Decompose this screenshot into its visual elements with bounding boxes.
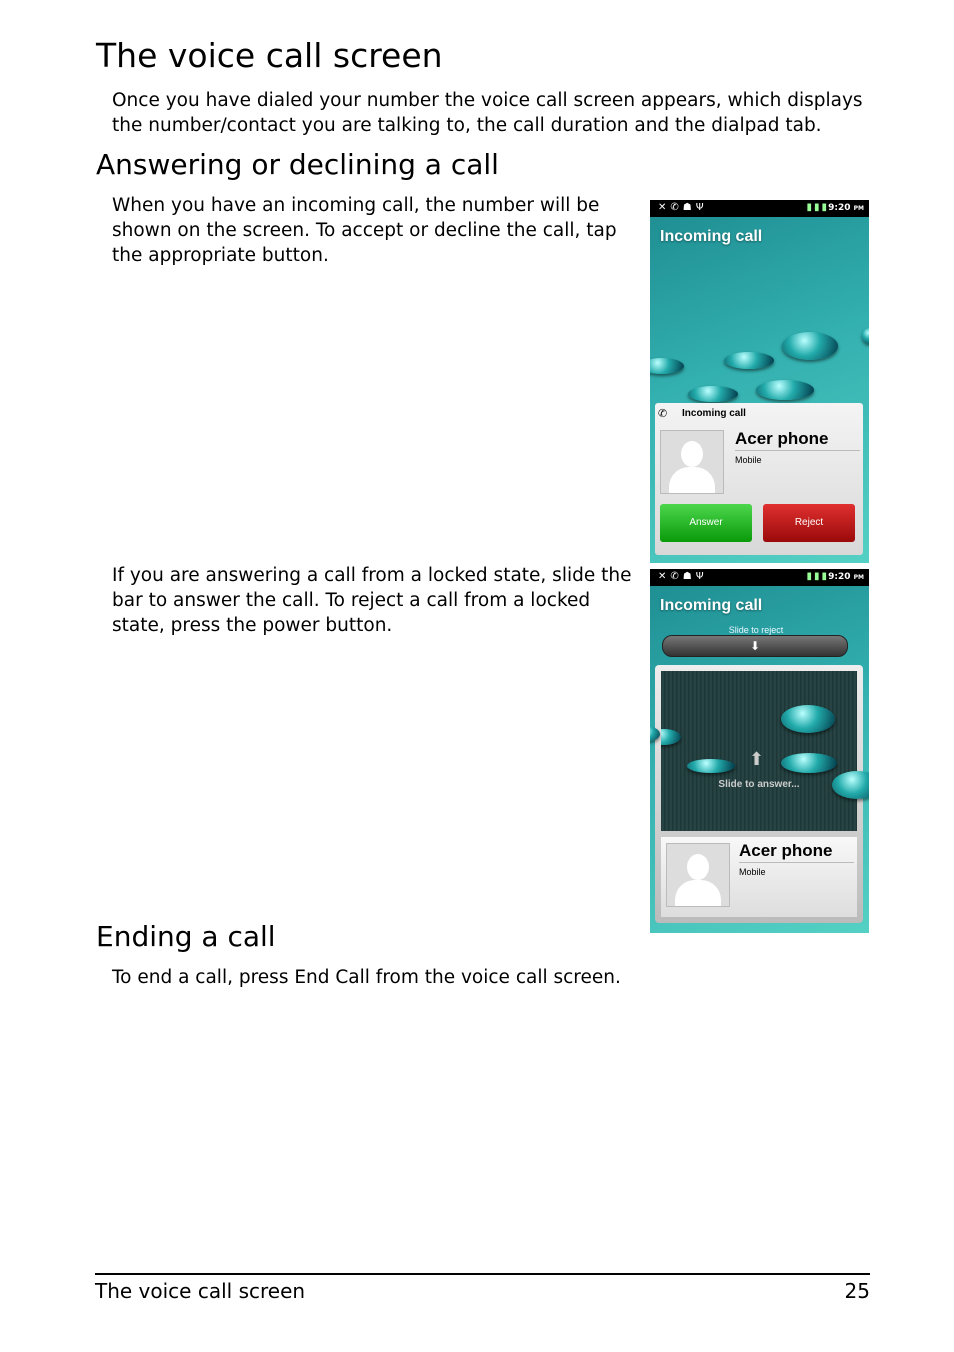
- incoming-call-screenshot: [650, 200, 869, 563]
- incoming-call-title: Incoming call: [660, 228, 763, 245]
- notification-icons: ✕✆☗Ψ: [658, 202, 708, 213]
- contact-avatar: [660, 430, 724, 494]
- notification-icons: ✕✆☗Ψ: [658, 571, 708, 582]
- signal-icon: ▮▮▮: [806, 202, 829, 213]
- footer-divider: [95, 1273, 870, 1275]
- water-drop: [661, 729, 681, 745]
- status-bar: [650, 200, 869, 217]
- lock-screen-panel: [655, 665, 863, 923]
- status-time: 9:20 PM: [828, 203, 864, 213]
- water-drop: [650, 358, 684, 374]
- divider: [735, 450, 860, 451]
- arrow-down-icon[interactable]: ⬇: [749, 639, 761, 653]
- locked-state-paragraph: If you are answering a call from a locked state, slide the bar to answer the call. To reject a call from a locked state, press the power button.: [112, 565, 632, 636]
- incoming-call-card: [655, 403, 863, 555]
- page-title: The voice call screen: [96, 36, 443, 75]
- contact-type: Mobile: [739, 867, 766, 877]
- contact-avatar: [666, 843, 730, 907]
- end-call-term: End Call: [294, 967, 370, 988]
- intro-paragraph: Once you have dialed your number the voice call screen appears, which displays the number/contact you are talking to, the call duration and the dialpad tab.: [112, 90, 863, 136]
- footer-section-title: The voice call screen: [95, 1279, 306, 1303]
- arrow-up-icon: ⬆: [749, 749, 765, 770]
- water-drop: [781, 753, 837, 773]
- contact-type: Mobile: [735, 455, 762, 465]
- water-drop: [724, 352, 774, 369]
- answer-button[interactable]: Answer: [660, 504, 752, 542]
- water-drop: [782, 332, 838, 360]
- section-heading-answering: Answering or declining a call: [96, 148, 499, 181]
- answering-paragraph: When you have an incoming call, the number will be shown on the screen. To accept or decline the call, tap the appropriate button.: [112, 195, 617, 266]
- water-drop: [688, 386, 738, 402]
- water-drop: [862, 328, 869, 344]
- reject-button[interactable]: Reject: [763, 504, 855, 542]
- divider: [739, 862, 854, 863]
- card-header: Incoming call: [682, 408, 746, 419]
- incoming-call-title: Incoming call: [660, 597, 763, 614]
- slide-to-answer-label: Slide to answer...: [718, 779, 800, 790]
- section-heading-ending: Ending a call: [96, 920, 276, 953]
- ending-paragraph: To end a call, press End Call from the voice call screen.: [112, 967, 621, 988]
- status-time: 9:20 PM: [828, 572, 864, 582]
- page-number: 25: [844, 1279, 870, 1303]
- slide-to-reject-label: Slide to reject: [728, 625, 784, 635]
- locked-incoming-call-screenshot: [650, 569, 869, 933]
- status-bar: [650, 569, 869, 586]
- slide-to-answer-area[interactable]: [661, 671, 857, 831]
- water-drop: [756, 380, 814, 400]
- contact-name: Acer phone: [735, 429, 829, 448]
- phone-icon: ✆: [658, 407, 668, 420]
- water-drop: [687, 759, 735, 773]
- slide-to-reject-bar[interactable]: [662, 635, 848, 657]
- signal-icon: ▮▮▮: [806, 571, 829, 582]
- contact-name: Acer phone: [739, 841, 833, 860]
- water-drop: [781, 705, 835, 733]
- contact-card: [661, 837, 857, 917]
